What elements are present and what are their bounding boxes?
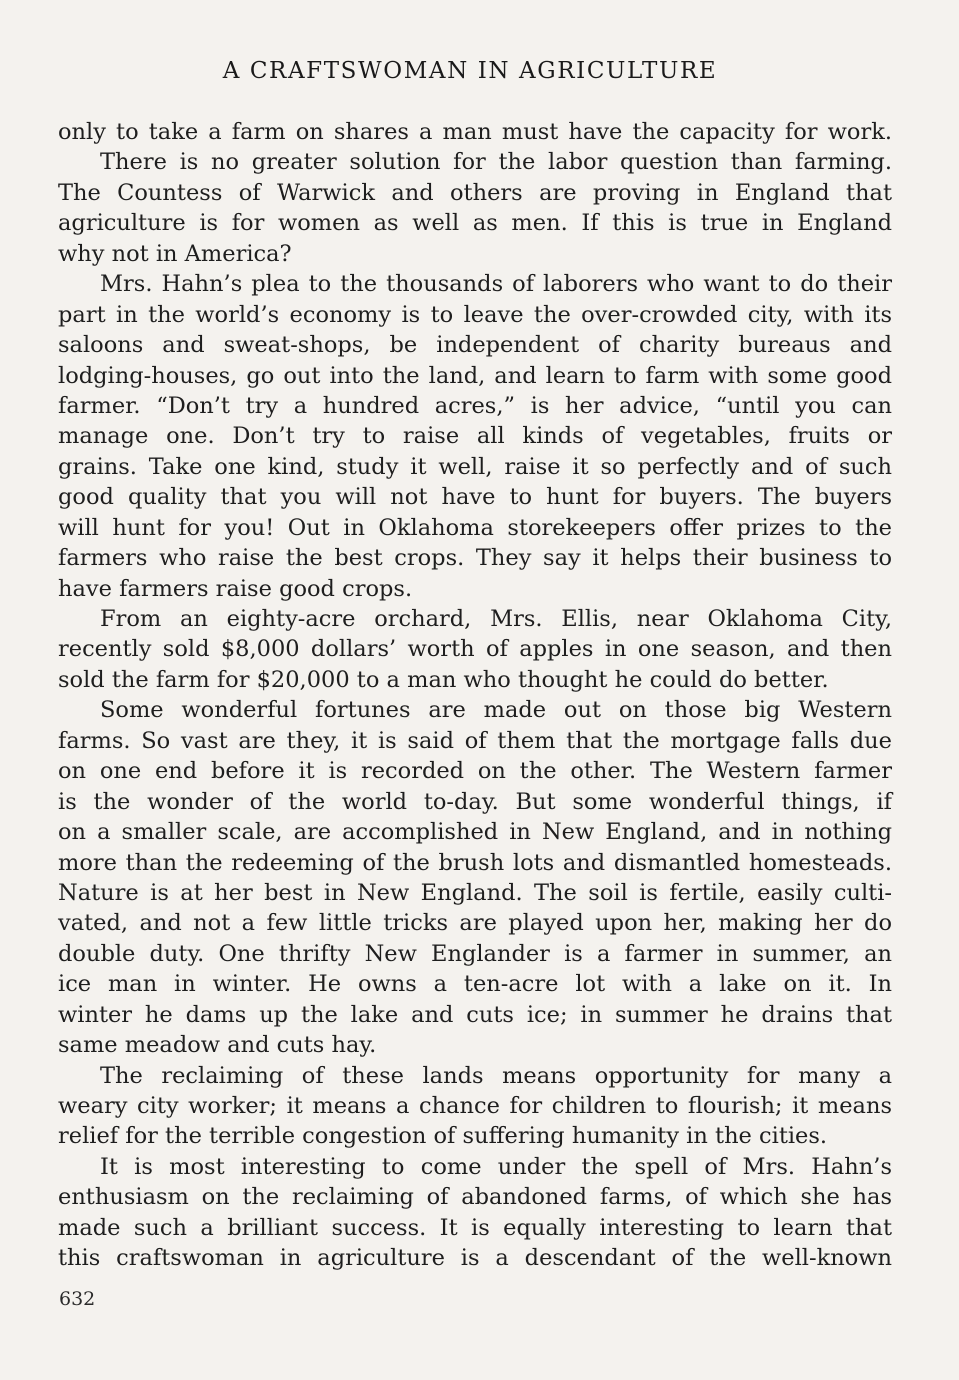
text-line: winter he dams up the lake and cuts ice; in summer he drains that (58, 1001, 892, 1028)
text-line: ice man in winter. He owns a ten-acre lot with a lake on it. In (58, 971, 892, 998)
text-line: farmer. “Don’t try a hundred acres,” is her advice, “until you can (58, 392, 892, 419)
text-line: is the wonder of the world to-day. But some wonderful things, if (58, 788, 892, 815)
text-line: lodging-houses, go out into the land, and learn to farm with some good (58, 362, 892, 389)
text-line: vated, and not a few little tricks are played upon her, making her do (58, 910, 892, 937)
text-line: Nature is at her best in New England. The soil is fertile, easily culti- (58, 879, 892, 906)
text-line: grains. Take one kind, study it well, raise it so perfectly and of such (58, 453, 892, 480)
text-line: on one end before it is recorded on the other. The Western farmer (58, 758, 892, 785)
text-line: The reclaiming of these lands means opportunity for many a (100, 1062, 892, 1089)
text-line: good quality that you will not have to hunt for buyers. The buyers (58, 484, 892, 511)
text-line: farmers who raise the best crops. They say it helps their business to (58, 545, 892, 572)
text-line: relief for the terrible congestion of suffering humanity in the cities. (58, 1123, 828, 1150)
text-line: manage one. Don’t try to raise all kinds of vegetables, fruits or (58, 423, 892, 450)
text-line: recently sold $8,000 dollars’ worth of apples in one season, and then (58, 636, 892, 663)
text-line: same meadow and cuts hay. (58, 1032, 377, 1059)
text-line: part in the world’s economy is to leave the over-crowded city, with its (58, 301, 892, 328)
text-line: enthusiasm on the reclaiming of abandoned farms, of which she has (58, 1184, 892, 1211)
text-line: double duty. One thrifty New Englander is a farmer in summer, an (58, 940, 892, 967)
text-line: only to take a farm on shares a man must have the capacity for work. (58, 119, 892, 145)
text-line: more than the redeeming of the brush lots and dismantled homesteads. (58, 849, 892, 876)
text-line: It is most interesting to come under the spell of Mrs. Hahn’s (100, 1153, 892, 1180)
text-line: have farmers raise good crops. (58, 575, 413, 602)
text-line: saloons and sweat-shops, be independent of charity bureaus and (58, 332, 892, 359)
text-line: agriculture is for women as well as men. If this is true in England (58, 210, 892, 237)
text-line: Some wonderful fortunes are made out on those big Western (100, 697, 892, 724)
text-line: The Countess of Warwick and others are proving in England that (58, 179, 892, 206)
text-line: Mrs. Hahn’s plea to the thousands of laborers who want to do their (100, 271, 892, 298)
text-line: sold the farm for $20,000 to a man who thought he could do better. (58, 666, 829, 693)
text-line: on a smaller scale, are accomplished in New England, and in nothing (58, 819, 892, 846)
text-line: made such a brilliant success. It is equally interesting to learn that (58, 1214, 892, 1241)
text-line: weary city worker; it means a chance for children to flourish; it means (58, 1093, 892, 1119)
text-line: farms. So vast are they, it is said of them that the mortgage falls due (58, 727, 892, 754)
text-line: will hunt for you! Out in Oklahoma storekeepers offer prizes to the (58, 514, 892, 541)
running-head: A CRAFTSWOMAN IN AGRICULTURE (222, 58, 718, 84)
text-line: why not in America? (58, 240, 292, 267)
page-number: 632 (59, 1288, 96, 1310)
text-line: this craftswoman in agriculture is a descendant of the well-known (58, 1245, 892, 1272)
text-line: There is no greater solution for the labor question than farming. (100, 149, 892, 176)
body-text (58, 117, 892, 1274)
text-line: From an eighty-acre orchard, Mrs. Ellis, near Oklahoma City, (100, 606, 892, 632)
